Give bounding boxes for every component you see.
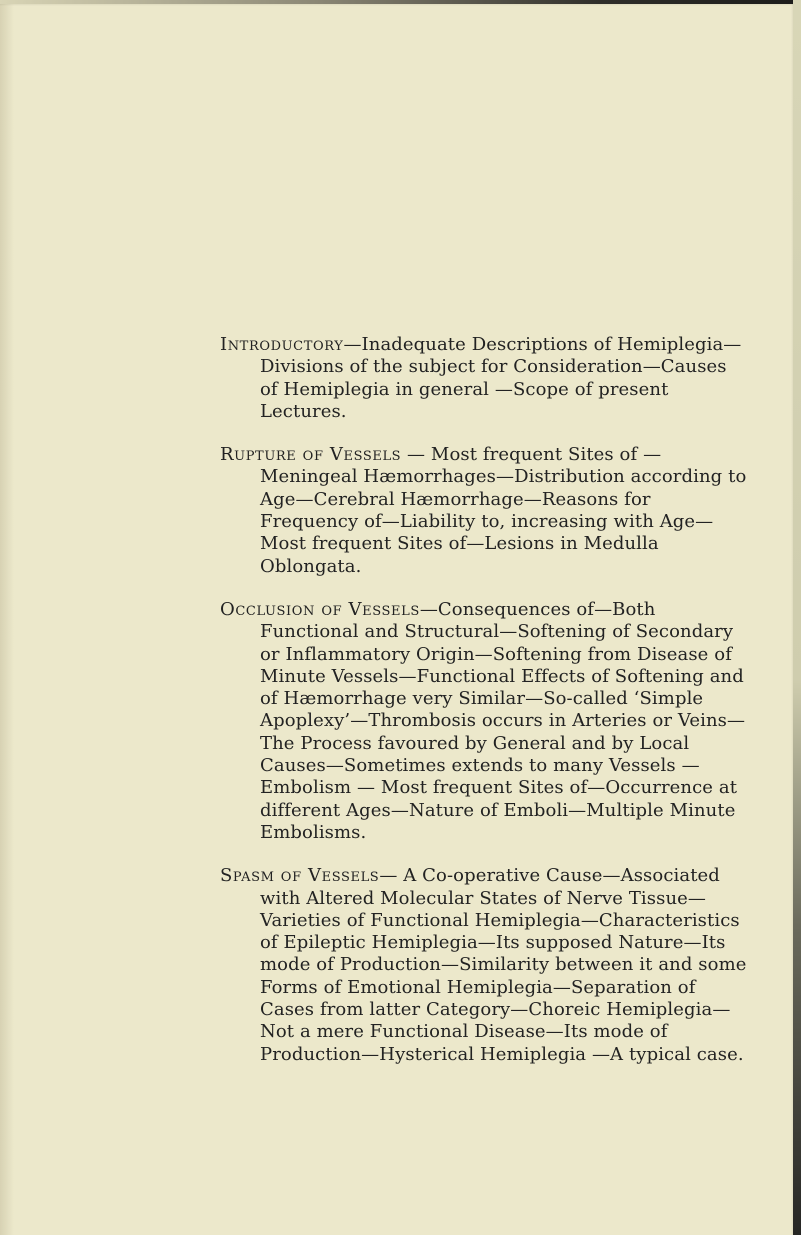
chapter-contents — [220, 334, 750, 1087]
entry-text: — A Co-operative Cause—Associated with Altered Molecular States of Nerve Tissue—Varieties of Functional Hemiplegia—Characteristics of Epileptic Hemiplegia—Its supposed Nature—Its mode of Production—Similarity between it and some Forms of Emotional Hemiplegia—Separation of Cases from latter Category—Choreic Hemiplegia—Not a mere Functional Disease—Its mode of Production—Hysterical Hemiplegia —A typical case. — [260, 865, 747, 1065]
entry-heading: Rupture of Vessels — [220, 444, 402, 466]
page-top-edge — [0, 0, 801, 4]
entry-text: — Most frequent Sites of — Meningeal Hæmorrhages—Distribution according to Age—Cerebral Hæmorrhage—Reasons for Frequency of—Liability to, increasing with Age—Most frequent Sites of—Lesions in Medulla Oblongata. — [260, 444, 747, 577]
entry-heading: Spasm of Vessels — [220, 865, 380, 887]
page-right-edge — [793, 0, 801, 1235]
contents-entry-rupture-of-vessels — [220, 444, 750, 578]
entry-heading: Occlusion of Vessels — [220, 598, 420, 620]
entry-heading: Introductory — [220, 334, 344, 355]
entry-text: —Inadequate Descriptions of Hemiplegia—Divisions of the subject for Consideration—Causes of Hemiplegia in general —Scope of present Lectures. — [260, 334, 742, 422]
entry-text: —Consequences of—Both Functional and Structural—Softening of Secondary or Inflammatory Origin—Softening from Disease of Minute Vessels—Functional Effects of Softening and of Hæmorrhage very Similar—So-called ‘Simple Apoplexy’—Thrombosis occurs in Arteries or Veins—The Process favoured by General and by Local Causes—Sometimes extends to many Vessels — Embolism — Most frequent Sites of—Occurrence at different Ages—Nature of Emboli—Multiple Minute Embolisms. — [260, 598, 746, 843]
contents-entry-spasm-of-vessels — [220, 865, 750, 1066]
contents-entry-occlusion-of-vessels — [220, 599, 750, 844]
contents-entry-introductory — [220, 334, 750, 423]
